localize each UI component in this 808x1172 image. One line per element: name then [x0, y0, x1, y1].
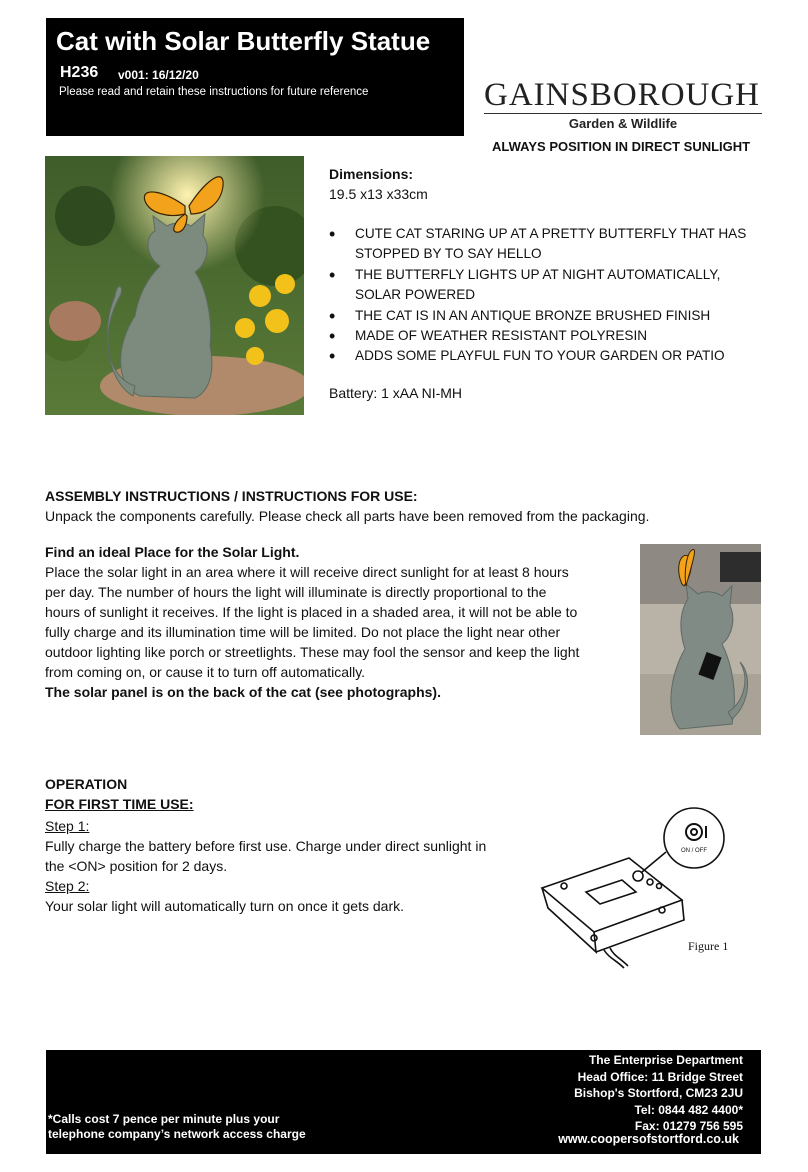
address-line: The Enterprise Department — [588, 1053, 743, 1067]
brand-logo — [484, 78, 764, 131]
list-item: • THE CAT IS IN AN ANTIQUE BRONZE BRUSHED FINISH — [329, 306, 749, 326]
assembly-text: Unpack the components carefully. Please check all parts have been removed from the packaging. — [45, 508, 650, 524]
dimensions — [329, 164, 428, 204]
first-time-heading: FOR FIRST TIME USE: — [45, 796, 194, 812]
solar-panel-note: The solar panel is on the back of the cat (see photographs). — [45, 684, 441, 700]
version-date: v001: 16/12/20 — [118, 68, 199, 82]
dimensions-label: Dimensions: — [329, 166, 414, 182]
address-block — [574, 1052, 743, 1135]
operation-heading: OPERATION — [45, 776, 128, 792]
retain-note: Please read and retain these instructions for future reference — [59, 86, 369, 98]
list-item: • MADE OF WEATHER RESISTANT POLYRESIN — [329, 326, 749, 346]
website-link[interactable]: www.coopersofstortford.co.uk — [558, 1132, 739, 1146]
brand-name: GAINSBOROUGH — [484, 77, 761, 113]
sunlight-warning: ALWAYS POSITION IN DIRECT SUNLIGHT — [492, 139, 751, 154]
placement-line: from coming on, or cause it to turn off automatically. — [45, 664, 366, 680]
footer-contact — [46, 1050, 761, 1154]
step1-label: Step 1: — [45, 818, 90, 834]
brand-subtitle: Garden & Wildlife — [568, 116, 678, 131]
placement-heading: Find an ideal Place for the Solar Light. — [45, 544, 300, 560]
product-code: H236 — [60, 64, 99, 81]
step2-text: Your solar light will automatically turn on once it gets dark. — [45, 898, 404, 914]
phone-line: Tel: 0844 482 4400* — [634, 1102, 743, 1117]
address-line: Head Office: 11 Bridge Street — [577, 1069, 743, 1084]
fax-line: Fax: 01279 756 595 — [634, 1119, 743, 1133]
placement-line: per day. The number of hours the light will illuminate is directly proportional to the — [45, 584, 547, 600]
product-photo — [45, 156, 304, 415]
dimensions-value: 19.5 x13 x33cm — [329, 186, 428, 202]
call-note-line: *Calls cost 7 pence per minute plus your — [48, 1112, 280, 1126]
title-block — [46, 18, 464, 136]
product-title: Cat with Solar Butterfly Statue — [56, 26, 431, 56]
assembly-heading: ASSEMBLY INSTRUCTIONS / INSTRUCTIONS FOR USE: — [45, 488, 418, 504]
step1-text: the <ON> position for 2 days. — [45, 858, 228, 874]
list-item: • CUTE CAT STARING UP AT A PRETTY BUTTERFLY THAT HAS STOPPED BY TO SAY HELLO — [329, 224, 749, 265]
placement-line: Place the solar light in an area where it will receive direct sunlight for at least 8 hours — [45, 564, 569, 580]
operation-section — [45, 774, 525, 916]
list-item: • THE BUTTERFLY LIGHTS UP AT NIGHT AUTOMATICALLY, SOLAR POWERED — [329, 265, 749, 306]
switch-label: ON / OFF — [681, 848, 707, 854]
battery-spec: Battery: 1 xAA NI-MH — [329, 385, 463, 401]
back-photo — [640, 544, 761, 735]
list-item: • ADDS SOME PLAYFUL FUN TO YOUR GARDEN OR PATIO — [329, 346, 749, 366]
placement-line: fully charge and its illumination time will be limited. Do not place the light near other — [45, 624, 561, 640]
figure-caption: Figure 1 — [688, 939, 729, 953]
step1-text: Fully charge the battery before first use. Charge under direct sunlight in — [45, 838, 487, 854]
call-cost-note — [48, 1112, 306, 1142]
battery-box-figure — [534, 800, 744, 970]
address-line: Bishop's Stortford, CM23 2JU — [574, 1086, 743, 1100]
step2-label: Step 2: — [45, 878, 90, 894]
placement-line: hours of sunlight it receives. If the light is placed in a shaded area, it will not be able to — [45, 604, 578, 620]
brand-rule — [484, 113, 762, 114]
placement-section — [45, 542, 625, 702]
feature-list — [329, 224, 749, 367]
placement-line: outdoor lighting like porch or streetlights. These may fool the sensor and keep the light — [45, 644, 580, 660]
assembly-section — [45, 486, 649, 526]
call-note-line: telephone company’s network access charge — [48, 1127, 306, 1141]
